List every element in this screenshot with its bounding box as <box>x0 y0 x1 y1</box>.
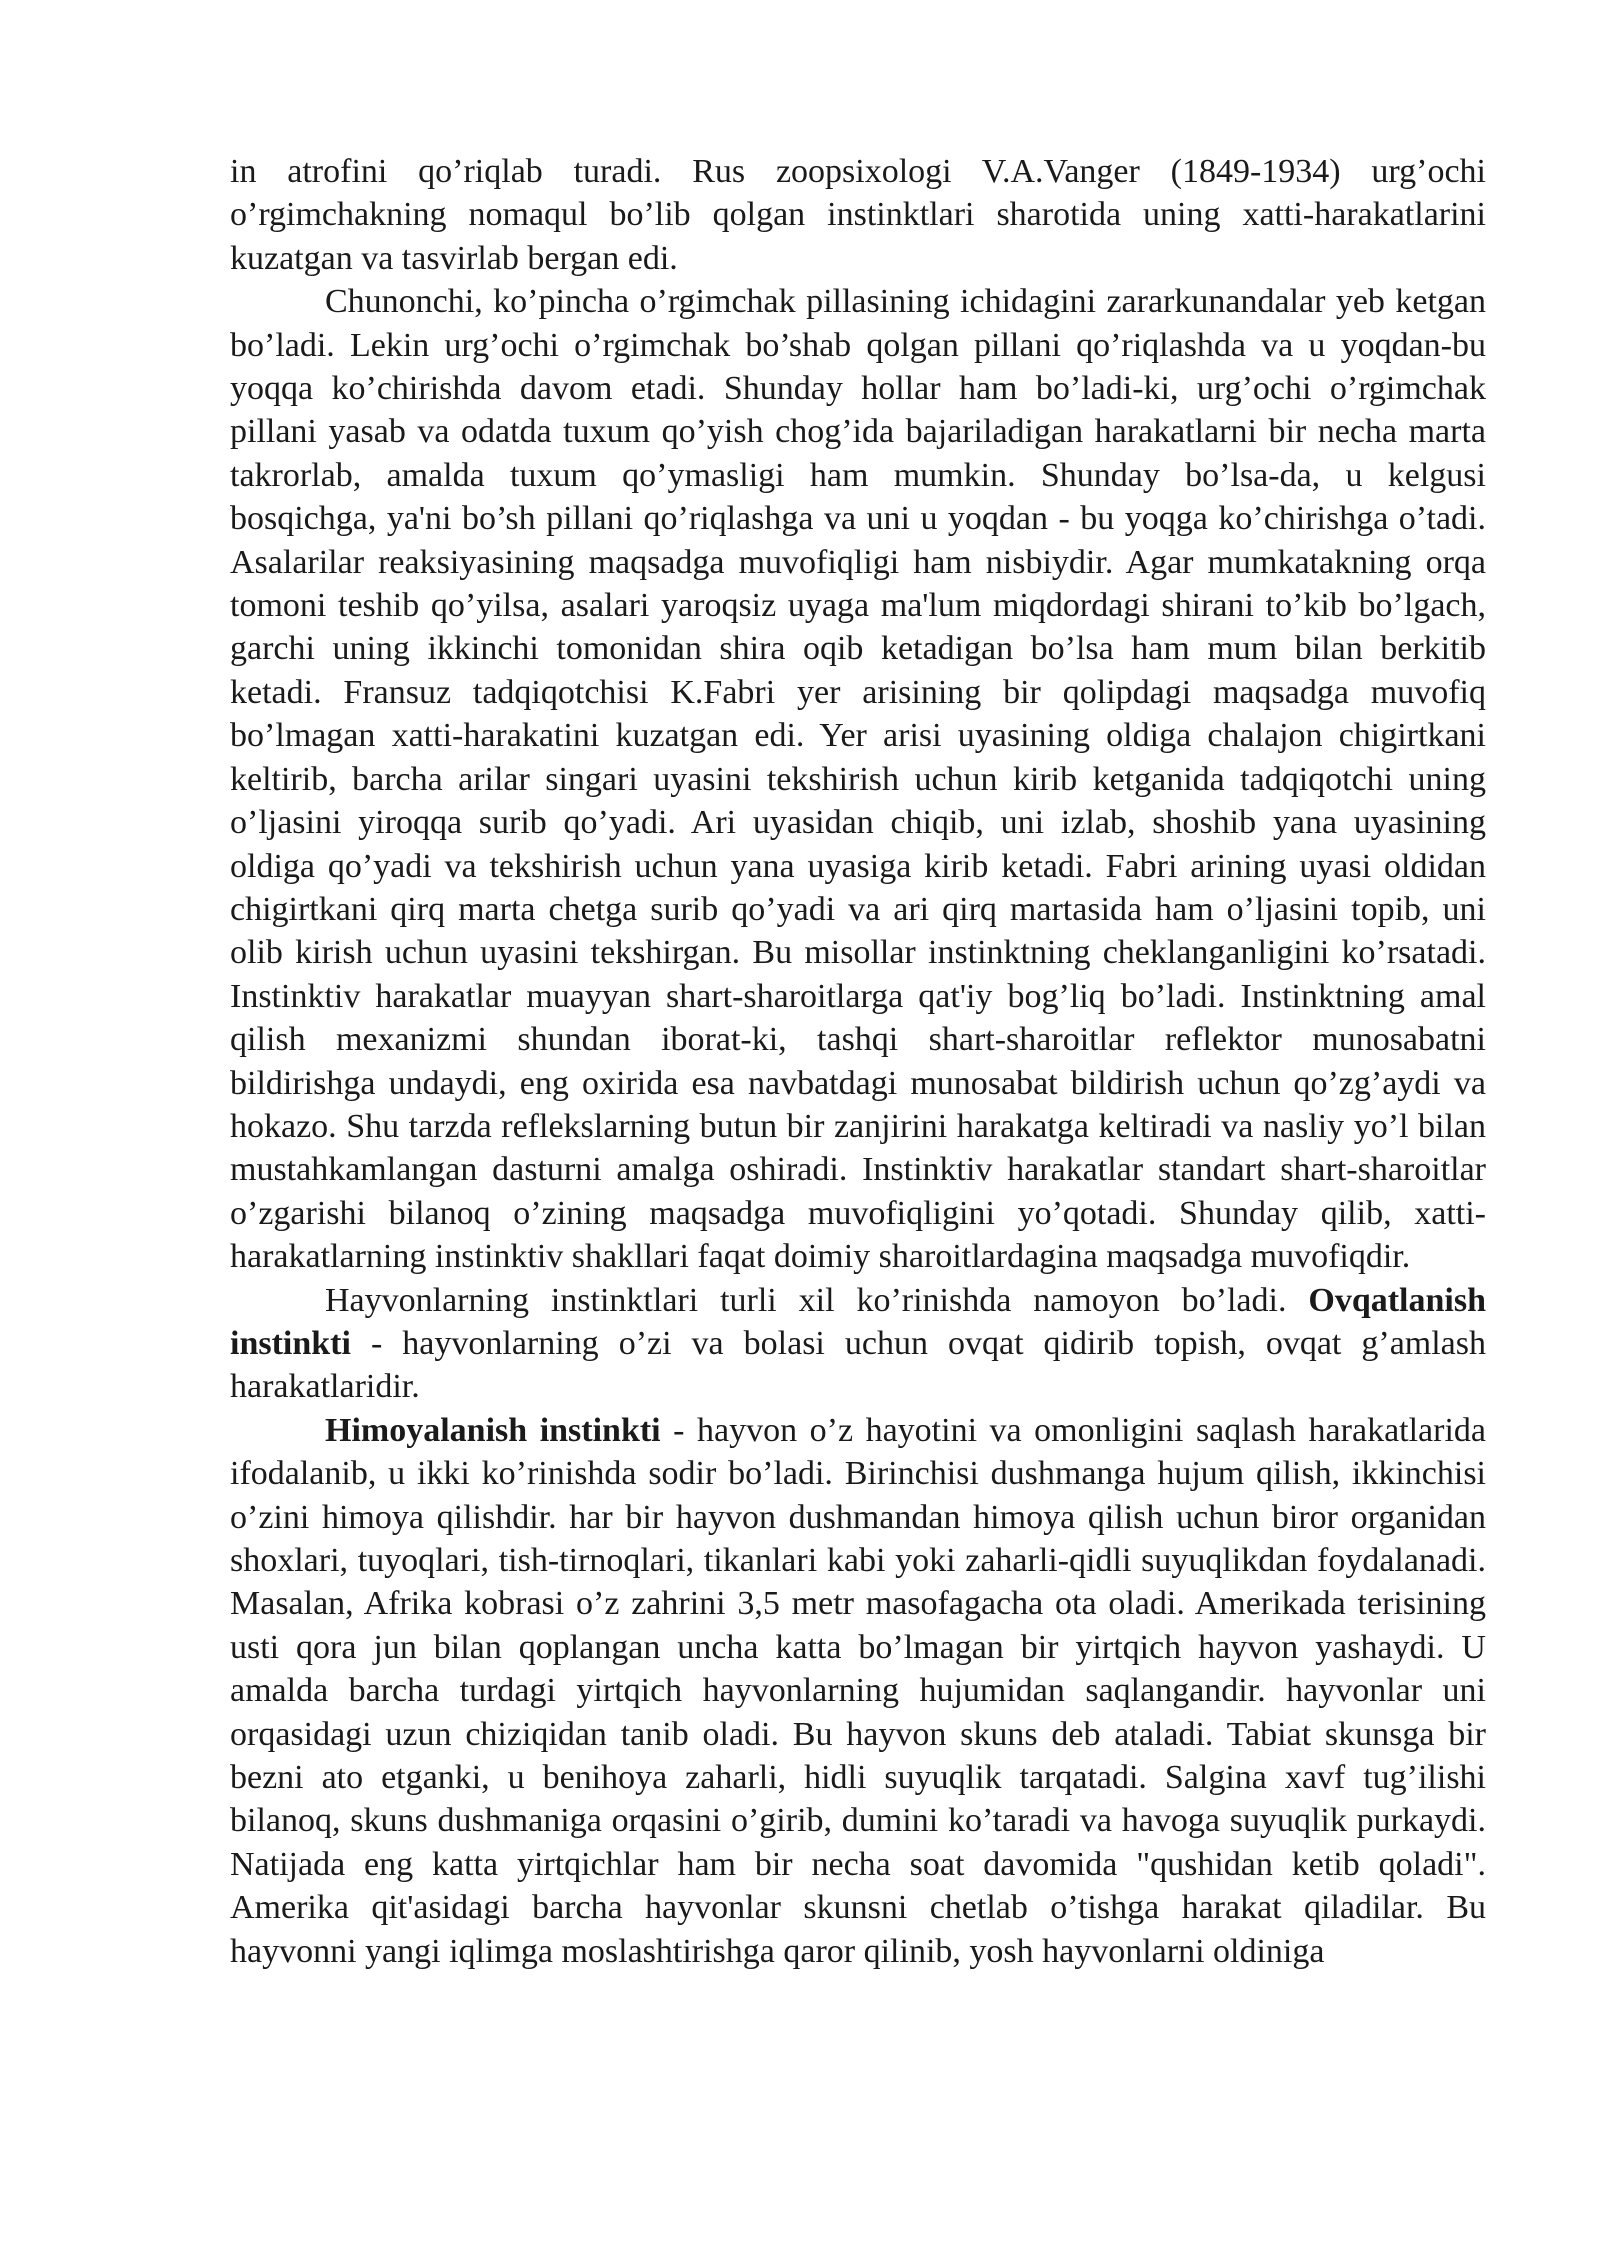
paragraph-4-text: - hayvon o’z hayotini va omonligini saqlash harakatlarida ifodalanib, u ikki ko’rinishda sodir bo’ladi. Birinchisi dushmanga hujum qilish, ikkinchisi o’zini himoya qilishdir. har bir hayvon dushmandan himoya qilish uchun biror organidan shoxlari, tuyoqlari, tish-tirnoqlari, tikanlari kabi yoki zaharli-qidli suyuqlikdan foydalanadi. Masalan, Afrika kobrasi o’z zahrini 3,5 metr masofagacha ota oladi. Amerikada terisining usti qora jun bilan qoplangan uncha katta bo’lmagan bir yirtqich hayvon yashaydi. U amalda barcha turdagi yirtqich hayvonlarning hujumidan saqlangandir. hayvonlar uni orqasidagi uzun chiziqidan tanib oladi. Bu hayvon skuns deb ataladi. Tabiat skunsga bir bezni ato etganki, u benihoya zaharli, hidli suyuqlik tarqatadi. Salgina xavf tug’ilishi bilanoq, skuns dushmaniga orqasini o’girib, dumini ko’taradi va havoga suyuqlik purkaydi. Natijada eng katta yirtqichlar ham bir necha soat davomida "qushidan ketib qoladi". Amerika qit'asidagi barcha hayvonlar skunsni chetlab o’tishga harakat qiladilar. Bu hayvonni yangi iqlimga moslashtirishga qaror qilinib, yosh hayvonlarni oldiniga <box>230 1411 1486 1970</box>
term-ovqatlanish-instinkti: Ovqatlanish instinkti <box>230 1281 1486 1362</box>
paragraph-4 <box>230 1409 1486 1973</box>
paragraph-3-lead: Hayvonlarning instinktlari turli xil ko’rinishda namoyon bo’ladi. <box>325 1281 1309 1319</box>
term-himoyalanish-instinkti: Himoyalanish instinkti <box>325 1411 661 1449</box>
paragraph-3 <box>230 1279 1486 1409</box>
paragraph-2-text: Chunonchi, ko’pincha o’rgimchak pillasining ichidagini zararkunandalar yeb ketgan bo’ladi. Lekin urg’ochi o’rgimchak bo’shab qolgan pillani qo’riqlashda va u yoqdan-bu yoqqa ko’chirishda davom etadi. Shunday hollar ham bo’ladi-ki, urg’ochi o’rgimchak pillani yasab va odatda tuxum qo’yish chog’ida bajariladigan harakatlarni bir necha marta takrorlab, amalda tuxum qo’ymasligi ham mumkin. Shunday bo’lsa-da, u kelgusi bosqichga, ya'ni bo’sh pillani qo’riqlashga va uni u yoqdan - bu yoqga ko’chirishga o’tadi. Asalarilar reaksiyasining maqsadga muvofiqligi ham nisbiydir. Agar mumkatakning orqa tomoni teshib qo’yilsa, asalari yaroqsiz uyaga ma'lum miqdordagi shirani to’kib bo’lgach, garchi uning ikkinchi tomonidan shira oqib ketadigan bo’lsa ham mum bilan berkitib ketadi. Fransuz tadqiqotchisi K.Fabri yer arisining bir qolipdagi maqsadga muvofiq bo’lmagan xatti-harakatini kuzatgan edi. Yer arisi uyasining oldiga chalajon chigirtkani keltirib, barcha arilar singari uyasini tekshirish uchun kirib ketganida tadqiqotchi uning o’ljasini yiroqqa surib qo’yadi. Ari uyasidan chiqib, uni izlab, shoshib yana uyasining oldiga qo’yadi va tekshirish uchun yana uyasiga kirib ketadi. Fabri arining uyasi oldidan chigirtkani qirq marta chetga surib qo’yadi va ari qirq martasida ham o’ljasini topib, uni olib kirish uchun uyasini tekshirgan. Bu misollar instinktning cheklanganligini ko’rsatadi. Instinktiv harakatlar muayyan shart-sharoitlarga qat'iy bog’liq bo’ladi. Instinktning amal qilish mexanizmi shundan iborat-ki, tashqi shart-sharoitlar reflektor munosabatni bildirishga undaydi, eng oxirida esa navbatdagi munosabat bildirish uchun qo’zg’aydi va hokazo. Shu tarzda reflekslarning butun bir zanjirini harakatga keltiradi va nasliy yo’l bilan mustahkamlangan dasturni amalga oshiradi. Instinktiv harakatlar standart shart-sharoitlar o’zgarishi bilanoq o’zining maqsadga muvofiqligini yo’qotadi. Shunday qilib, xatti-harakatlarning instinktiv shakllari faqat doimiy sharoitlardagina maqsadga muvofiqdir. <box>230 283 1486 1276</box>
paragraph-3-text: - hayvonlarning o’zi va bolasi uchun ovqat qidirib topish, ovqat g’amlash harakatlaridir. <box>230 1324 1486 1406</box>
document-page <box>230 150 1486 1973</box>
paragraph-1 <box>230 150 1486 280</box>
paragraph-1-text: in atrofini qo’riqlab turadi. Rus zoopsixologi V.A.Vanger (1849-1934) urg’ochi o’rgimchakning nomaqul bo’lib qolgan instinktlari sharotida uning xatti-harakatlarini kuzatgan va tasvirlab bergan edi. <box>230 153 1486 277</box>
paragraph-2 <box>230 280 1486 1278</box>
